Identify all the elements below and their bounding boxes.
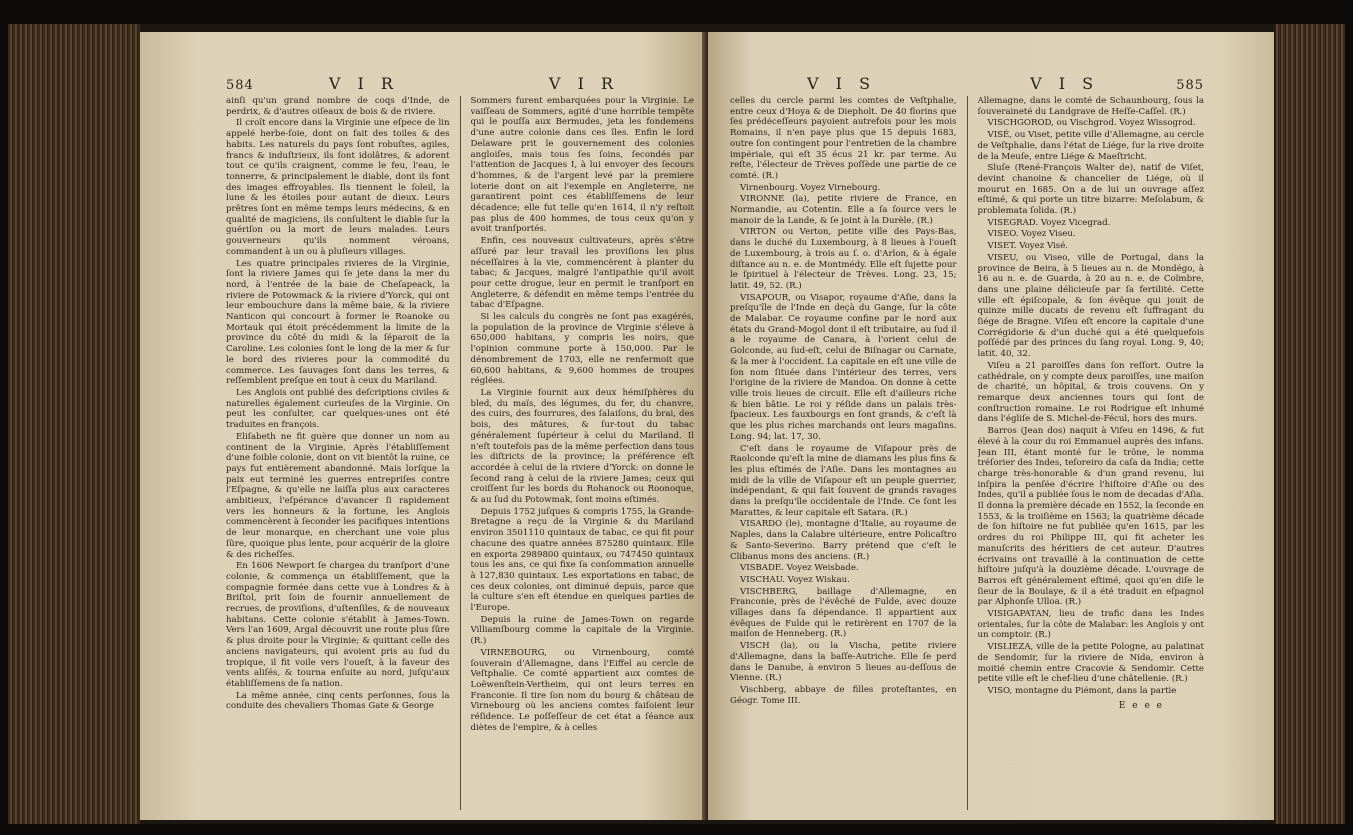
paragraph: Les quatre principales rivieres de la Virginie, ſont la riviere James qui ſe jete dans la mer du nord, à l'entrée de la baie de Cheſapeack, la riviere de Potowmack & la riviere d'Yorck, qui ont leur embouchure dans la même baie, & la riviere Nanticon qui concourt à former le Roanoke ou Mortauk qui étoit précédemment la limite de la province du côté du midi & la ſéparoit de la Caroline. Les colonies ſont le long de la mer & ſur le bord des rivieres pour la commodité du commerce. Les ſauvages ſont dans les terres, & reſſemblent preſque en tout à ceux du Mariland. <box>226 258 450 387</box>
paragraph: VISCHGOROD, ou Vischgrod. Voyez Wissogrod. <box>987 118 1196 129</box>
page-edges-left <box>8 24 140 824</box>
paragraph: Enfin, ces nouveaux cultivateurs, après s'être aſſuré par leur travail les proviſions les plus néceſſaires à la vie, commencèrent à planter du tabac; & Jacques, malgré l'antipathie qu'il avoit pour cette drogue, leur en permit le tranſport en Angleterre, & défendit en même temps l'entrée du tabac d'Eſpagne. <box>470 236 694 311</box>
paragraph: C'eſt dans le royaume de Viſapour près de Raolconde qu'eſt la mine de diamans les plus fins & les plus eſtimés de l'Aſie. Dans les montagnes au midi de la ville de Viſapour eſt un peuple guerrier, indépendant, & qui fait ſouvent de grands ravages dans la preſqu'île occidentale de l'Inde. Ce ſont les Marattes, & leur capitale eſt Satara. (R.) <box>730 443 957 518</box>
paragraph: VISARDO (le), montagne d'Italie, au royaume de Naples, dans la Calabre ultérieure, entre Policaſtro & Santo-Severino. Barry prétend que c'eſt le Clibanus mons des anciens. (R.) <box>730 519 957 562</box>
paragraph: Sluſe (René-François Walter de), natif de Viſet, devint chanoine & chancelier de Liége, où il mourut en 1685. On a de lui un ouvrage aſſez eſtimé, & qui porte un titre bizarre: Meſolabum, & problemata ſolida. (R.) <box>977 163 1204 217</box>
page-edges-right <box>1275 24 1345 824</box>
paragraph: VISEGRAD. Voyez Vicegrad. <box>987 217 1111 228</box>
paragraph: Si les calculs du congrès ne ſont pas exagérés, la population de la province de Virginie s'éleve à 650,000 habitans, y compris les noirs, que l'opinion commune porte à 150,000. Par le dénombrement de 1703, elle ne renfermoit que 60,600 habitans, & 9,600 hommes de troupes réglées. <box>470 312 694 387</box>
paragraph: VISIGAPATAN, lieu de trafic dans les Indes orientales, ſur la côte de Malabar: les Anglois y ont un comptoir. (R.) <box>977 609 1204 641</box>
paragraph: VISCHAU. Voyez Wiskau. <box>740 574 850 585</box>
right-head-keyword-1: V I S <box>807 74 877 93</box>
paragraph: Virnenbourg. Voyez Virnebourg. <box>740 182 881 193</box>
right-page <box>708 32 1274 820</box>
paragraph: Il croît encore dans la Virginie une eſpece de lin appelé herbe-ſoie, dont on fait des toiles & des habits. Les naturels du pays ſont robuſtes, agiles, francs & induſtrieux, ils ſont idolâtres, & adorent tout ce qu'ils craignent, comme le feu, l'eau, le tonnerre, & principalement le diable, dont ils font des images effroyables. Ils tiennent le ſoleil, la lune & les étoiles pour autant de dieux. Leurs prêtres ſont en même temps leurs médecins, & en qualité de magiciens, ils conſultent le diable ſur la guériſon ou la mort de leurs malades. Leurs gouverneurs qu'ils nomment véroans, commandent à un ou à pluſieurs villages. <box>226 118 450 257</box>
paragraph: La même année, cinq cents perſonnes, ſous la conduite des chevaliers Thomas Gate & George <box>226 690 450 712</box>
paragraph: Barros (Jean dos) naquit à Viſeu en 1496, & fut élevé à la cour du roi Emmanuel auprès des infans. Jean III, étant monté ſur le trône, le nomma tréſorier des Indes, teſoreiro da caſa da India; cette charge très-honorable & d'un grand revenu, lui inſpira la penſée d'écrire l'hiſtoire d'Aſie ou des Indes, qu'il a publiée ſous le nom de decadas d'Aſia. Il donna la première décade en 1552, la ſeconde en 1553, & la troiſième en 1563; la quatrième décade de ſon hiſtoire ne fut publiée qu'en 1615, par les ordres du roi Philippe III, qui fit acheter les manuſcrits des héritiers de cet auteur. D'autres écrivains ont travaillé à la continuation de cette hiſtoire juſqu'à la douzième décade. L'ouvrage de Barros eſt généralement eſtimé, quoi qu'en diſe le ſieur de la Boulaye, & il a été traduit en eſpagnol par Alphonſe Ulloa. (R.) <box>977 426 1204 608</box>
left-head-keyword-1: V I R <box>328 74 399 93</box>
column-rule <box>460 96 461 810</box>
paragraph: En 1606 Newport ſe chargea du tranſport d'une colonie, & commença un établiſſement, que la compagnie formée dans cette vue à Londres & à Briſtol, prit ſoin de fournir annuellement de recrues, de proviſions, d'uſtenſiles, & de nouveaux habitans. Cette colonie s'établit à James-Town. Vers l'an 1609, Argal découvrit une route plus ſûre & plus droite pour la Virginie; & quittant celle des anciens navigateurs, qui avoient pris au ſud du tropique, il fit voile vers l'oueſt, à la faveur des vents aliſés, & tourna enſuite au nord, juſqu'aux établiſſemens de ſa nation. <box>226 561 450 689</box>
open-book <box>8 24 1345 824</box>
left-running-head <box>226 74 694 96</box>
signature-mark: E e e e <box>1118 700 1164 711</box>
right-column-2 <box>978 96 1205 810</box>
paragraph: VISÉ, ou Viset, petite ville d'Allemagne, au cercle de Veſtphalie, dans l'état de Liége, ſur la rive droite de la Meuſe, entre Liége & Maeſtricht. <box>977 130 1204 162</box>
paragraph: celles du cercle parmi les comtes de Veſtphalie, entre ceux d'Hoya & de Diepholt. De 40 florins que ſes prédéceſſeurs payoient autrefois pour les mois Romains, il n'en paye plus que 15 depuis 1683, outre ſon contingent pour l'entretien de la chambre impériale, qui eſt 35 écus 21 kr. par terme. Au reſte, l'électeur de Trèves poſſède une partie de ce comté. (R.) <box>730 96 957 181</box>
paragraph: Allemagne, dans le comté de Schaunbourg, ſous la ſouveraineté du Landgrave de Heſſe-Caſſel. (R.) <box>977 96 1204 117</box>
paragraph: Viſeu a 21 paroiſſes dans ſon reſſort. Outre la cathédrale, on y compte deux paroiſſes, une maiſon de charité, un hôpital, & trois couvens. On y remarque deux anciennes tours qui ſont de conſtruction romaine. Le roi Rodrigue eſt inhumé dans l'égliſe de S. Michel-de-Fécul, hors des murs. <box>977 360 1204 425</box>
paragraph: Sommers furent embarquées pour la Virginie. Le vaiſſeau de Sommers, agité d'une horrible tempête qui le pouſſa aux Bermudes, jeta les fondemens d'une autre colonie dans ces îles. Enfin le lord Delaware prit le gouvernement des colonies angloiſes, mais tous ſes ſoins, ſecondés par l'attention de Jacques I, à lui envoyer des ſecours d'hommes, & de l'argent levé par la premiere loterie dont on ait l'exemple en Angleterre, ne garantirent point ces établiſſemens de leur décadence; elle fut telle qu'en 1614, il n'y reſtoit pas plus de 400 hommes, de tous ceux qu'on y avoit tranſportés. <box>470 96 694 235</box>
paragraph: Vischberg, abbaye de filles proteſtantes, en Géogr. Tome III. <box>730 684 957 706</box>
paragraph: La Virginie fournit aux deux hémiſphères du bled, du maïs, des légumes, du fer, du chanvre, des cuirs, des fourrures, des ſalaiſons, du brai, des bois, des mâtures, & ſur-tout du tabac généralement ſupérieur à celui du Mariland. Il n'eſt toutefois pas de la même perfection dans tous les diſtricts de la province; la préférence eſt accordée à celui de la riviere d'Yorck: on donne le ſecond rang à celui de la riviere James; ceux qui croiſſent ſur les bords du Rohanock ou Roonoque, & au ſud du Potowmak, ſont moins eſtimés. <box>470 387 694 506</box>
paragraph: VISCH (la), ou la Vischa, petite riviere d'Allemagne, dans la baſſe-Autriche. Elle ſe perd dans le Danube, à environ 5 lieues au-deſſous de Vienne. (R.) <box>730 641 957 684</box>
paragraph: Depuis 1752 juſques & compris 1755, la Grande-Bretagne a reçu de la Virginie & du Mariland environ 3501110 quintaux de tabac, ce qui fit pour chacune des quatre années 875280 quintaux. Elle en exporta 2989800 quintaux, ou 747450 quintaux tous les ans, ce qui fixe ſa conſommation annuelle à 127,830 quintaux. Les exportations en tabac, de ces deux colonies, ont diminué depuis, parce que la culture s'en eſt étendue en quelques parties de l'Europe. <box>470 506 694 614</box>
column-rule <box>967 96 968 810</box>
paragraph: VIRONNE (la), petite riviere de France, en Normandie, au Cotentin. Elle a ſa ſource vers le manoir de la Lande, & ſe joint à la Durèle. (R.) <box>730 194 957 226</box>
paragraph: VIRNEBOURG, ou Virnenbourg, comté ſouverain d'Allemagne, dans l'Eiffel au cercle de Veſtphalie. Ce comté appartient aux comtes de Loëwenſtein-Vertheim, qui ont leurs terres en Franconie. Il tire ſon nom du bourg & château de Virnebourg où les anciens comtes faiſoient leur réſidence. Le poſſeſſeur de cet état a ſéance aux diètes de l'empire, & à celles <box>470 647 694 733</box>
paragraph: VISO, montagne du Piémont, dans la partie <box>987 685 1177 696</box>
paragraph: VISCHBERG, baillage d'Allemagne, en Franconie, près de l'évêché de Fulde, avec douze villages dans ſa dépendance. Il appartient aux évêques de Fulde qui le retirèrent en 1707 de la maiſon de Henneberg. (R.) <box>730 586 957 640</box>
right-running-head <box>730 74 1204 96</box>
paragraph: VISBADE. Voyez Weisbade. <box>740 563 859 574</box>
left-column-2 <box>471 96 695 810</box>
left-page-number: 584 <box>226 78 254 93</box>
paragraph: VIRTON ou Verton, petite ville des Pays-Bas, dans le duché du Luxembourg, à 8 lieues à l'oueſt de Luxembourg, à trois au ſ. o. d'Arlon, & à égale diſtance au n. e. de Montmédy. Elle eſt ſujette pour le ſpirituel à l'électeur de Trèves. Long. 23, 15; latit. 49, 52. (R.) <box>730 227 957 291</box>
paragraph: VISLIEZA, ville de la petite Pologne, au palatinat de Sendomir, ſur la riviere de Nida, environ à moitié chemin entre Cracovie & Sendomir. Cette petite ville eſt le chef-lieu d'une châtellenie. (R.) <box>977 642 1204 685</box>
paragraph: VISEO. Voyez Viseu. <box>987 229 1076 240</box>
right-page-number: 585 <box>1176 78 1205 93</box>
right-column-1 <box>730 96 957 810</box>
paragraph: Depuis la ruine de James-Town on regarde Villiamſbourg comme la capitale de la Virginie. (R.) <box>470 614 694 647</box>
paragraph: Les Anglois ont publié des deſcriptions civiles & naturelles également curieuſes de la Virginie. On peut les conſulter, car quelques-unes ont été traduites en françois. <box>226 387 450 431</box>
left-column-1 <box>226 96 450 810</box>
left-page <box>140 32 708 820</box>
paragraph: VISEU, ou Viseo, ville de Portugal, dans la province de Beira, à 5 lieues au n. de Mondégo, à 16 au n. e. de Guarda, à 20 au n. e. de Coïmbre, dans une plaine délicieuſe par ſa fertilité. Cette ville eſt épiſcopale, & ſon évêque qui jouit de quinze mille ducats de revenu eſt ſuffragant du ſiége de Bragne. Viſeu eſt encore la capitale d'une Corrégidorie & d'un duché qui a été quelquefois poſſédé par des princes du ſang royal. Long. 9, 40; latit. 40, 32. <box>977 252 1204 360</box>
right-head-keyword-2: V I S <box>1030 74 1100 93</box>
left-head-keyword-2: V I R <box>548 74 620 93</box>
paragraph: VISAPOUR, ou Visapor, royaume d'Aſie, dans la preſqu'île de l'Inde en deçà du Gange, ſur la côte de Malabar. Ce royaume confine par le nord aux états du Grand-Mogol dont il eſt tributaire, au ſud il a le royaume de Canara, à l'orient celui de Golconde, au ſud-eſt, celui de Biſnagar ou Carnate, & la mer à l'occident. La capitale en eſt une ville de ſon nom ſituée dans l'intérieur des terres, vers l'origine de la riviere de Mandoa. On donne à cette ville trois lieues de circuit. Elle eſt d'ailleurs riche & bien bâtie. Le roi y réſide dans un palais très-ſpacieux. Les fauxbourgs en ſont grands, & c'eſt là que les plus riches marchands ont leurs magaſins. Long. 94; lat. 17, 30. <box>730 292 957 442</box>
paragraph: Eliſabeth ne fit guère que donner un nom au continent de la Virginie. Après l'établiſſement d'une foible colonie, dont on vit bientôt la ruine, ce pays fut entièrement abandonné. Mais lorſque la paix eut terminé les guerres entrepriſes contre l'Eſpagne, & qu'elle ne laiſſa plus aux caracteres ambitieux, l'eſpérance d'avancer ſi rapidement vers les honneurs & la fortune, les Anglois commencèrent à ſeconder les pacifiques intentions de leur monarque, en cherchant une voie plus ſûre, quoique plus lente, pour acquérir de la gloire & des richeſſes. <box>226 431 450 560</box>
paragraph: ainſi qu'un grand nombre de coqs d'Inde, de perdrix, & d'autres oiſeaux de bois & de riviere. <box>226 96 450 117</box>
paragraph: VISET. Voyez Visé. <box>987 241 1069 252</box>
